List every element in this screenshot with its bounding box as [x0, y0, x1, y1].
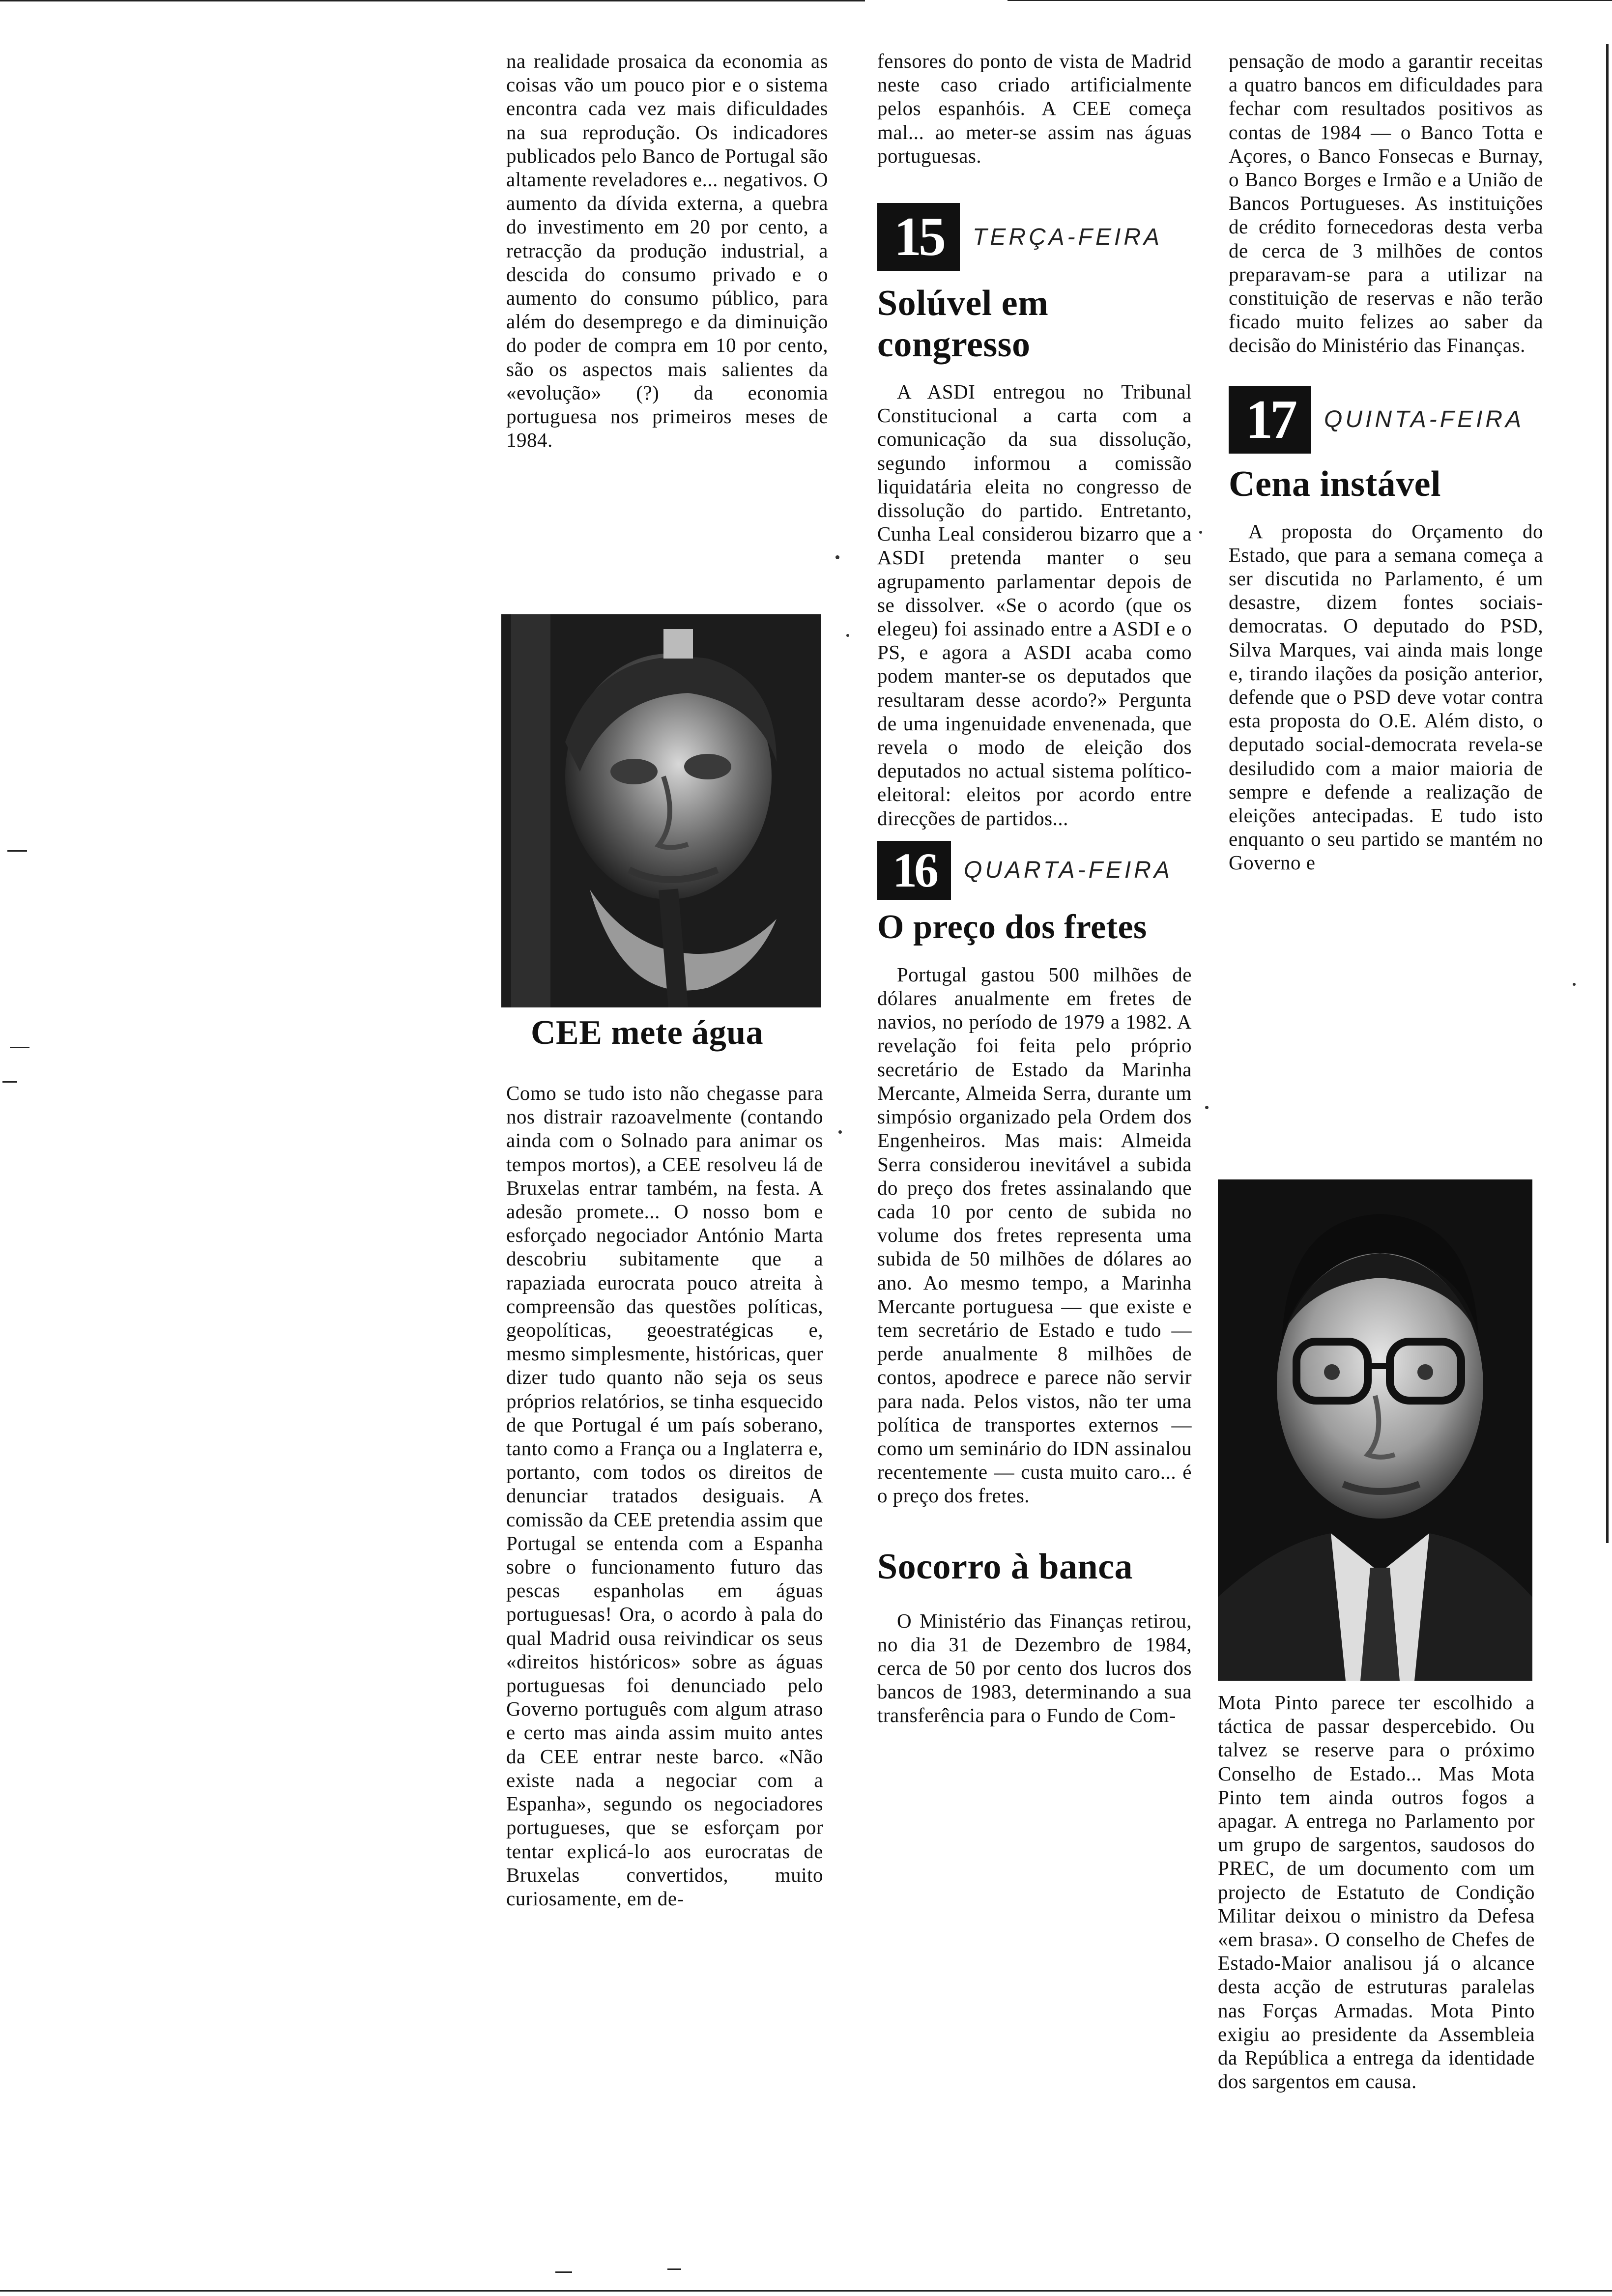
- scan-speck: [835, 555, 839, 559]
- column-3-caption: [1218, 1691, 1535, 2093]
- column2-intro-text: fensores do ponto de vista de Madrid neste caso criado artificialmente pelos espanhóis. A CEE começa mal... ao meter-se assim nas águas portuguesas.: [877, 50, 1192, 167]
- column2-body-15: A ASDI entregou no Tribunal Constitucional a carta com a comunicação da sua dissolução, segundo informou a comissão liquidatária eleita no congresso de dissolução do partido. Entretanto, Cunha Leal considerou bizarro que a ASDI pretenda manter o seu agrupamento parlamentar depois de se dissolver. «Se o acordo (que os elegeu) foi assinado entre a ASDI e o PS, e agora a ASDI acaba como podem manter-se os deputados que resultaram desse acordo?» Pergunta de uma ingenuidade envenenada, que revela o modo de eleição dos deputados no actual sistema político-eleitoral: eleitos por acordo entre direcções de partidos...: [877, 380, 1192, 830]
- bottom-rule: [0, 2290, 1612, 2292]
- headline-o-preco-dos-fretes: O preço dos fretes: [877, 908, 1147, 946]
- scan-speck: [846, 634, 849, 637]
- day-number-box: 16: [877, 841, 951, 900]
- day-label: TERÇA-FEIRA: [973, 224, 1163, 250]
- right-edge-rule: [1606, 44, 1609, 1543]
- top-rule-right: [1008, 0, 1612, 1]
- portrait-mota-pinto-illustration: [1218, 1179, 1532, 1681]
- top-rule-left: [0, 0, 865, 1]
- photo-portrait-right: [1218, 1179, 1532, 1681]
- column2-body-16: Portugal gastou 500 milhões de dólares anualmente em fretes de navios, no período de 1979 a 1982. A revelação foi feita pelo próprio secretário de Estado da Marinha Mercante, Almeida Serra, durante um simpósio organizado pela Ordem dos Engenheiros. Mas mais: Almeida Serra considerou inevitável a subida do preço dos fretes assinalando que cada 10 por cento de subida no volume dos fretes representa uma subida de 50 milhões de dólares ao ano. Ao mesmo tempo, a Marinha Mercante portuguesa — que existe e tem secretário de Estado e tudo — perde anualmente 8 milhões de contos, apodrece e parece não servir para nada. Pelos vistos, não ter uma política de transportes externos — como um seminário do IDN assinalou recentemente — custa muito caro... é o preço dos fretes.: [877, 963, 1192, 1507]
- headline-cena-instavel: Cena instável: [1229, 463, 1441, 504]
- column1-intro-text: na realidade prosaica da economia as coisas vão um pouco pior e o sistema encontra cada vez mais dificuldades na sua reprodução. Os indicadores publicados pelo Banco de Portugal são altamente reveladores e... negativos. O aumento da dívida externa, a quebra do investimento em 20 por cento, a retracção da produção industrial, a descida do consumo privado e o aumento do consumo público, para além do desemprego e da diminuição do poder de compra em 10 por cento, são os aspectos mais salientes da «evolução» (?) da economia portuguesa nos primeiros meses de 1984.: [506, 50, 829, 452]
- left-tick-3: [2, 1081, 17, 1083]
- scan-speck: [838, 1130, 842, 1134]
- day-label: QUARTA-FEIRA: [964, 857, 1173, 884]
- left-tick-2: [10, 1047, 29, 1048]
- column1-body-text: Como se tudo isto não chegasse para nos distrair razoavelmente (contando ainda com o Solnado para animar os tempos mortos), a CEE resolveu lá de Bruxelas entrar também, na festa. A adesão promete... O nosso bom e esforçado negociador António Marta descobriu subitamente que a rapaziada eurocrata pouco atreita à compreensão das questões políticas, geopolíticas, geoestratégicas e, mesmo simplesmente, históricas, quer dizer tudo quanto não seja os seus próprios relatórios, se tinha esquecido de que Portugal é um país soberano, tanto como a França ou a Inglaterra e, portanto, com todos os direitos de denunciar tratados desiguais. A comissão da CEE pretendia assim que Portugal se entenda com a Espanha sobre o funcionamento futuro das pescas espanholas em águas portuguesas! Ora, o acordo à pala do qual Madrid ousa reivindicar os seus «direitos históricos» sobre as águas portuguesas foi denunciado pelo Governo português com algum atraso e certo mas ainda assim muito antes da CEE entrar neste barco. «Não existe nada a negociar com a Espanha», segundo os negociadores portugueses, que se esforçam por tentar explicá-lo aos eurocratas de Bruxelas convertidos, muito curiosamente, em de-: [506, 1082, 823, 1910]
- column2-body-banca: O Ministério das Finanças retirou, no dia 31 de Dezembro de 1984, cerca de 50 por cento dos lucros dos bancos de 1983, determinando a sua transferência para o Fundo de Com-: [877, 1609, 1192, 1727]
- headline-soluvel-em-congresso: Solúvel em congresso: [877, 283, 1049, 365]
- bottom-tick-1: [555, 2271, 572, 2273]
- portrait-illustration: [501, 614, 821, 1007]
- scan-speck: [1205, 1106, 1209, 1109]
- column3-intro-text: pensação de modo a garantir receitas a quatro bancos em dificuldades para fechar com resultados positivos as contas de 1984 — o Banco Totta e Açores, o Banco Fonsecas e Burnay, o Banco Borges e Irmão e a União de Bancos Portugueses. As instituições de crédito fornecedoras desta verba de cerca de 3 milhões de contos preparavam-se para a utilizar na constituição de reservas e não terão ficado muito felizes ao saber da decisão do Ministério das Finanças.: [1229, 50, 1543, 357]
- day-number-box: 15: [877, 203, 960, 271]
- scan-speck: [1199, 531, 1202, 534]
- day-marker-15: [877, 203, 1192, 271]
- photo-caption-mota-pinto: Mota Pinto parece ter escolhido a táctica de passar despercebido. Ou talvez se reserve para o próximo Conselho de Estado... Mas Mota Pinto tem ainda outros fogos a apagar. A entrega no Parlamento por um grupo de sargentos, saudosos do PREC, de um documento com um projecto de Estatuto de Condição Militar deixou o ministro da Defesa «em brasa». O conselho de Chefes de Estado-Maior analisou já o alcance desta acção de estruturas paralelas nas Forças Armadas. Mota Pinto exigiu ao presidente da Assembleia da República a entrega da identidade dos sargentos em causa.: [1218, 1691, 1535, 2093]
- column-1: [506, 49, 828, 452]
- scan-speck: [1573, 983, 1576, 986]
- column-3: [1229, 49, 1543, 875]
- day-number-box: 17: [1229, 386, 1311, 454]
- column3-body-17: A proposta do Orçamento do Estado, que para a semana começa a ser discutida no Parlamento, é um desastre, dizem fontes sociais-democratas. O deputado do PSD, Silva Marques, vai ainda mais longe e, tirando ilações da posição anterior, defende que o PSD deve votar contra esta proposta do O.E. Além disto, o deputado social-democrata revela-se desiludido com a maior maioria de sempre e defende a realização de eleições antecipadas. E tudo isto enquanto o seu partido se mantém no Governo e: [1229, 519, 1543, 874]
- day-label: QUINTA-FEIRA: [1324, 406, 1525, 433]
- bottom-tick-2: [667, 2268, 681, 2270]
- headline-socorro-a-banca: Socorro à banca: [877, 1546, 1133, 1587]
- day-marker-16: [877, 841, 1192, 900]
- day-marker-17: [1229, 386, 1543, 454]
- headline-cee-mete-agua: CEE mete água: [531, 1014, 764, 1052]
- photo-portrait-left: [501, 614, 821, 1007]
- column-2: [877, 49, 1192, 1727]
- left-tick-1: [7, 850, 27, 852]
- column-1-lower: [496, 1012, 823, 1910]
